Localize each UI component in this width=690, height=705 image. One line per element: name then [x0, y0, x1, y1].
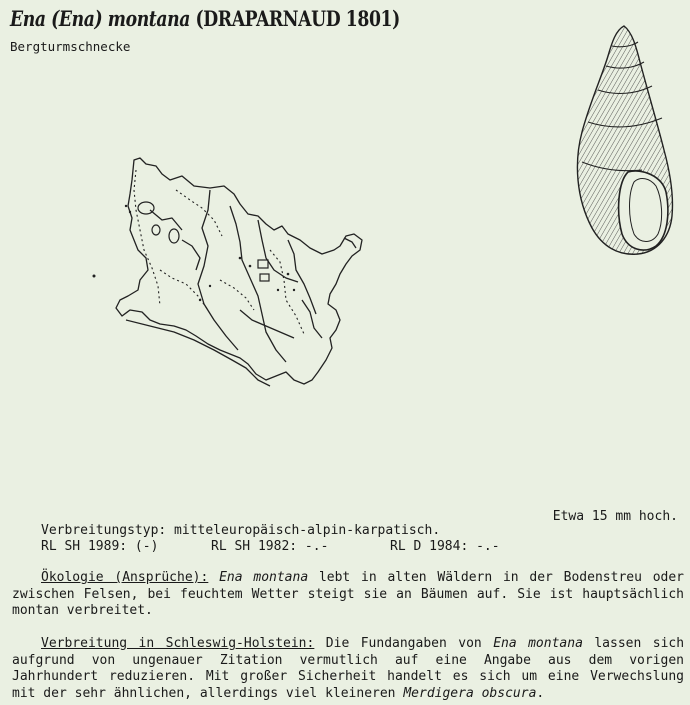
common-name: Bergturmschnecke	[10, 39, 131, 54]
ecology-heading: Ökologie (Ansprüche):	[41, 570, 209, 585]
subgenus-name: (Ena)	[51, 6, 103, 31]
page-title	[10, 6, 400, 31]
red-list-sh-1989: RL SH 1989: (-)	[41, 539, 159, 554]
compare-species-name: Merdigera obscura	[403, 685, 537, 701]
distribution-text-c: .	[536, 685, 545, 701]
species-name: montana	[107, 6, 190, 31]
ecology-species-name: Ena montana	[219, 570, 309, 585]
distribution-species-name: Ena montana	[493, 636, 583, 651]
distribution-type: Verbreitungstyp: mitteleuropäisch-alpin-karpatisch.	[41, 523, 441, 538]
genus-name: Ena	[10, 6, 46, 31]
author-citation: (DRAPARNAUD 1801)	[195, 6, 400, 31]
distribution-heading: Verbreitung in Schleswig-Holstein:	[41, 636, 315, 651]
shell-illustration	[572, 22, 678, 262]
distribution-text-a: Die Fundangaben von	[325, 636, 482, 651]
distribution-text-b: lassen sich aufgrund von ungenauer Zitation vermutlich auf eine Angabe aus dem vorigen Jahrhundert reduzieren. Mit großer Sicherheit handelt es sich um eine Verwechslung mit der sehr ähnlichen, allerdings viel kleineren	[12, 636, 685, 701]
distribution-paragraph	[12, 636, 684, 702]
ecology-paragraph	[12, 570, 684, 620]
ecology-text: lebt in alten Wäldern in der Bodenstreu oder zwischen Felsen, bei feuchtem Wetter steigt sie an Bäumen auf. Sie ist hauptsächlich montan verbreitet.	[12, 570, 685, 618]
size-note: Etwa 15 mm hoch.	[552, 509, 678, 524]
red-list-d-1984: RL D 1984: -.-	[390, 539, 500, 554]
distribution-map	[90, 150, 380, 390]
red-list-sh-1982: RL SH 1982: -.-	[211, 539, 329, 554]
